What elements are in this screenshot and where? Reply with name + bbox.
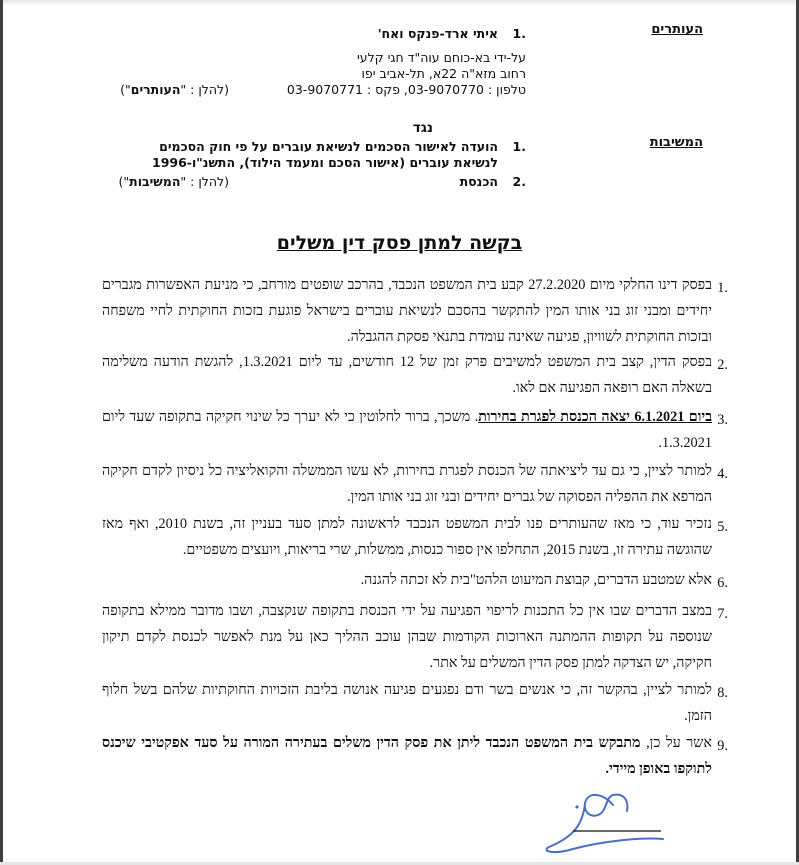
page-top-edge [3,0,796,6]
paragraph-7: במצב הדברים שבו אין כל התכנות לריפוי הפגיעה על ידי הכנסת בתקופה שנקצבה, ושבו מדובר ממילא בתקופה שנוספה על תקופות ההמתנה הארוכות הקודמות שבהן עוכב ההליך כאן על מנת לאפשר לכנסת לקדם תיקון חקיקה, יש הצדקה למתן פסק הדין המשלים על אתר. [102,603,712,671]
respondent-2-number: 2. [512,174,526,189]
paragraph-9-emphasis: מתבקש בית המשפט הנכבד ליתן את פסק הדין משלים בעתירה המורה על סעד אפקטיבי שיכנס לתוקפו באופן מיידי. [102,735,712,777]
hereinafter-bold: המשיבות [129,174,181,189]
respondent-2-name: הכנסת [459,174,498,189]
paragraph-number: 9. [717,738,728,754]
hereinafter-prefix: (להלן : " [180,82,229,97]
document-page [3,0,796,862]
hereinafter-prefix: (להלן : " [180,174,229,189]
hereinafter-suffix: ") [120,82,131,97]
paragraph-4: למותר לציין, כי גם עד ליציאתה של הכנסת לפגרת בחירות, לא עשו הממשלה והקואליציה כל ניסיון לקדם חקיקה המרפא את ההפליה הפסוקה של גברים יחידים ובני זוג בני אותו המין. [102,463,712,505]
signature-mark [543,785,683,855]
respondents-label: המשיבות [649,135,703,150]
paragraph-8: למותר לציין, בהקשר זה, כי אנשים בשר ודם נפגעים פגיעה אנושה בליבת הזכויות החוקתיות שלהם בשל חלוף הזמן. [102,682,712,724]
signature-stroke [546,795,663,852]
paragraph-5: נזכיר עוד, כי מאז שהעותרים פנו לבית המשפט הנכבד לראשונה למתן סעד בעניין זה, בשנת 2010, ואף מאז שהוגשה עתירה זו, בשנת 2015, התחלפו אין ספור כנסות, ממשלות, שרי בריאות, ויועצים משפטיים. [102,516,712,558]
respondent-1-number: 1. [512,139,526,154]
paragraph-number: 3. [717,412,728,428]
petitioners-hereinafter [120,82,229,97]
respondent-1-line1: הועדה לאישור הסכמים לנשיאת עוברים על פי חוק הסכמים [159,139,498,154]
paragraph-number: 1. [717,280,728,296]
paragraph-1: בפסק דינו החלקי מיום 27.2.2020 קבע בית המשפט הנכבד, בהרכב שופטים מורחב, כי מניעת האפשרות מגברים יחידים ומבני זוג בני אותו המין להתקשר בהסכם לנשיאת עוברים בישראל פוגעת בזכות החוקתית לחיי משפחה ובזכות החוקתית לשוויון, פגיעה שאינה עומדת בתנאי פסקת ההגבלה. [102,277,712,345]
paragraph-number: 7. [717,606,728,622]
petitioners-label: העותרים [651,22,703,37]
paragraph-3-emphasis: ביום 6.1.2021 יצאה הכנסת לפגרת בחירות [478,409,712,425]
paragraph-2: בפסק הדין, קצב בית המשפט למשיבים פרק זמן של 12 חודשים, עד ליום 1.3.2021, להגשת הודעה משלימה בשאלה האם רופאה הפגיעה אם לאו. [102,354,712,396]
paragraph-number: 5. [717,519,728,535]
petitioner-1-name: איתי ארד-פנקס ואח' [377,26,498,41]
respondent-1-line2: לנשיאת עוברים (אישור הסכם ומעמד הילוד), התשנ"ו-1996 [152,155,498,170]
hereinafter-suffix: ") [118,174,130,189]
paragraph-3 [102,404,712,456]
signature-dot [575,805,578,808]
paragraph-6: אלא שמטבע הדברים, קבוצת המיעוט הלהט"בית לא זכתה להגנה. [360,572,712,588]
paragraph-number: 2. [717,357,728,373]
paragraph-9 [102,730,712,782]
address-line: רחוב מזא"ה 22א, תל-אביב יפו [361,66,526,81]
petitioner-1-number: 1. [512,26,526,41]
paragraph-number: 8. [717,685,728,701]
paragraph-3-text: . משכך, ברור לחלוטין כי לא יערך כל שינוי חקיקה בתקופה שעד ליום 1.3.2021. [102,409,712,451]
versus-label: נגד [412,120,433,136]
document-title: בקשה למתן פסק דין משלים [276,232,523,254]
hereinafter-bold: העותרים [130,82,181,97]
paragraph-number: 6. [717,575,728,591]
counsel-line: על-ידי בא-כוחם עוה"ד חגי קלעי [357,50,526,65]
paragraph-number: 4. [717,466,728,482]
respondents-hereinafter [119,174,229,189]
phone-line: טלפון : 03-9070770, פקס : 03-9070771 [286,82,526,97]
paragraph-9-text: אשר על כן, [640,735,712,751]
